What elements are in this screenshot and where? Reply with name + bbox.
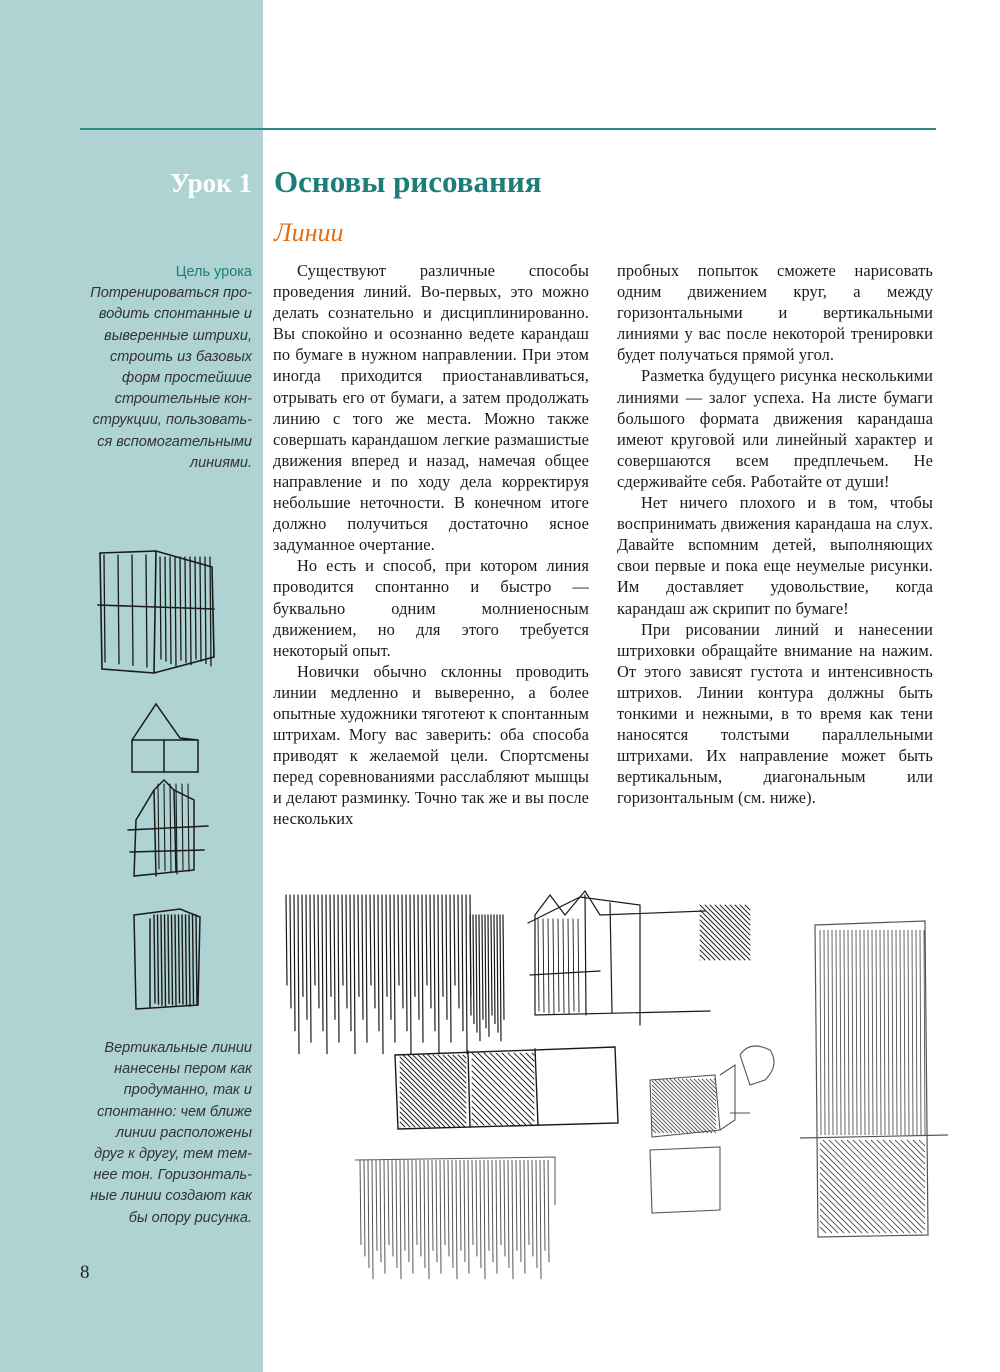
hatch-stroke (179, 915, 180, 1003)
hatch-stroke (479, 915, 480, 1041)
hatch-stroke (480, 1160, 481, 1268)
hatch-stroke (516, 1160, 517, 1251)
hatch-stroke (175, 557, 176, 666)
hatch-stroke (180, 557, 181, 660)
hatch-stroke (193, 915, 194, 1004)
illustration-hatching-studies (280, 875, 960, 1265)
hatch-stroke (302, 895, 303, 996)
hatch-stroke (404, 1160, 405, 1251)
hatch-stroke (196, 915, 197, 1005)
hatch-stroke (374, 895, 375, 1008)
hatch-stroke (384, 1160, 385, 1274)
hatch-stroke (418, 895, 419, 1019)
hatch-stroke (520, 1160, 521, 1262)
hatch-stroke (158, 784, 159, 869)
hatch-stroke (466, 895, 467, 1054)
hatch-stroke (820, 1161, 892, 1233)
caption-line: друг к другу, тем тем- (94, 1146, 252, 1163)
hatch-stroke (450, 895, 451, 1042)
hatch-stroke (674, 1079, 716, 1121)
hatch-stroke (652, 1125, 660, 1133)
hatch-stroke (189, 915, 190, 1006)
hatch-stroke (310, 895, 311, 1042)
caption-line: нее тон. Горизонталь- (93, 1167, 252, 1184)
hatch-stroke (690, 1079, 716, 1105)
hatch-stroke (710, 905, 750, 945)
figure-caption (80, 1038, 252, 1229)
hatch-stroke (528, 1160, 529, 1245)
hatch-stroke (413, 1055, 466, 1108)
hatch-stroke (436, 1160, 437, 1262)
hatch-stroke (190, 557, 191, 665)
hatch-stroke (161, 915, 162, 1005)
goal-line: строить из базовых (110, 348, 252, 365)
hatch-stroke (182, 915, 183, 1004)
hatch-stroke (920, 930, 921, 1135)
hatch-stroke (118, 555, 119, 664)
hatch-stroke (376, 1160, 377, 1251)
hatch-stroke (512, 1160, 513, 1279)
paragraph: Но есть и способ, при котором линия проводится спонтанно и быстро — буквально одним молниеносным движением, но для этого требуется некоторый опыт. (273, 556, 589, 660)
hatch-stroke (406, 895, 407, 1031)
hatch-stroke (896, 930, 897, 1135)
hatch-stroke (442, 895, 443, 996)
caption-line: нанесены пером как (114, 1061, 252, 1078)
hatch-stroke (700, 940, 720, 960)
hatch-stroke (322, 895, 323, 1031)
hatch-stroke (430, 895, 431, 1008)
hatch-stroke (856, 930, 857, 1135)
hatch-stroke (400, 1102, 425, 1127)
hatch-stroke (160, 557, 161, 659)
paragraph: Нет ничего плохого и в том, чтобы воспринимать движения карандаша на слух. Давайте вспомним детей, выполняющих свои первые и пока еще неумелые рисунки. Им доставляет удовольствие, когда карандаш аж скрипит по бумаге! (617, 493, 933, 618)
paragraph: Новички обычно склонны проводить линии медленно и выверенно, а более опытные художники тяготеют к спонтанным штрихам. Могу вас заверить: оба способа приводят к желаемой цели. Спортсмены перед соревнованиями расслабляют мышцы и делают разминку. Точно так же и вы после нескольких (273, 661, 589, 829)
hatch-stroke (403, 1055, 466, 1118)
hatch-stroke (919, 1140, 925, 1146)
caption-line: спонтанно: чем ближе (97, 1103, 252, 1120)
hatch-stroke (286, 895, 287, 985)
hatch-stroke (686, 1079, 716, 1109)
hatch-stroke (362, 895, 363, 1019)
hatch-stroke (200, 557, 201, 661)
hatch-stroke (543, 919, 544, 1012)
section-title: Линии (274, 218, 344, 247)
hatch-stroke (532, 1053, 534, 1055)
hatch-stroke (400, 1067, 460, 1127)
hatch-stroke (372, 1160, 373, 1279)
hatch-stroke (904, 930, 905, 1135)
hatch-stroke (472, 1160, 473, 1245)
hatch-stroke (829, 1140, 922, 1233)
page-title: Основы рисования (274, 164, 542, 199)
hatch-stroke (536, 1160, 537, 1268)
hatch-stroke (700, 935, 725, 960)
caption-line: ные линии создают как (90, 1188, 252, 1205)
hatch-stroke (400, 1087, 440, 1127)
hatch-stroke (464, 1160, 465, 1262)
paragraph: Разметка будущего рисунка несколькими линиями — залог успеха. На листе бумаги большого формата движения карандаша имеют круговой или линейный характер и совершаются всем предплечьем. Не сдерживайте себя. Работайте от души! (617, 366, 933, 491)
hatch-stroke (484, 1160, 485, 1279)
hatch-stroke (164, 784, 165, 871)
goal-line: струкции, пользовать- (92, 412, 252, 429)
hatch-stroke (864, 930, 865, 1135)
hatch-stroke (836, 930, 837, 1135)
goal-heading: Цель урока (175, 264, 252, 280)
hatch-stroke (472, 1119, 478, 1125)
hatch-stroke (170, 557, 171, 664)
hatch-stroke (418, 1055, 466, 1103)
hatch-stroke (378, 895, 379, 1031)
hatch-stroke (472, 1095, 502, 1125)
hatch-stroke (730, 905, 750, 925)
hatch-stroke (538, 919, 539, 1011)
hatch-stroke (472, 1077, 520, 1125)
hatch-stroke (884, 930, 885, 1135)
hatch-stroke (573, 919, 574, 1011)
hatch-stroke (440, 1160, 441, 1274)
hatch-stroke (504, 1160, 505, 1256)
hatch-stroke (388, 1160, 389, 1245)
hatch-stroke (820, 1143, 910, 1233)
hatch-stroke (428, 1055, 466, 1093)
hatch-stroke (172, 915, 173, 1005)
lesson-label: Урок 1 (170, 168, 252, 198)
hatch-stroke (358, 895, 359, 996)
caption-line: линии расположены (115, 1124, 252, 1141)
hatch-stroke (298, 895, 299, 1054)
hatch-stroke (900, 930, 901, 1135)
hatch-stroke (165, 557, 166, 661)
paragraph-continued: пробных попыток сможете нарисовать одним движением круг, а между горизонтальными и вертикальными линиями у вас после некоторой тренировки будет получаться прямой угол. (617, 261, 933, 365)
hatch-stroke (158, 915, 159, 1004)
hatch-stroke (338, 895, 339, 1042)
hatch-stroke (654, 1079, 708, 1133)
hatch-stroke (400, 1107, 420, 1127)
hatch-stroke (306, 895, 307, 1019)
hatch-stroke (473, 915, 474, 1024)
hatch-stroke (326, 895, 327, 1054)
hatch-stroke (433, 1055, 466, 1088)
hatch-stroke (520, 1053, 534, 1067)
hatch-stroke (488, 915, 489, 1036)
hatch-stroke (463, 1055, 466, 1058)
hatch-stroke (382, 895, 383, 1054)
hatch-stroke (400, 1117, 410, 1127)
hatch-stroke (422, 895, 423, 1042)
sketch-house (124, 700, 224, 890)
hatch-stroke (104, 555, 105, 662)
hatch-stroke (844, 930, 845, 1135)
hatch-stroke (478, 1053, 534, 1109)
hatch-stroke (482, 915, 483, 1019)
page-number: 8 (80, 1262, 90, 1283)
hatch-stroke (828, 930, 829, 1135)
hatch-stroke (877, 1140, 925, 1188)
sketch-vertical-box (92, 545, 232, 680)
header-rule (80, 128, 936, 130)
hatch-stroke (168, 915, 169, 1004)
hatch-stroke (400, 1122, 405, 1127)
hatch-stroke (852, 930, 853, 1135)
hatch-stroke (868, 930, 869, 1135)
hatch-stroke (860, 930, 861, 1135)
hatch-stroke (366, 895, 367, 1042)
hatch-stroke (205, 557, 206, 664)
hatch-stroke (876, 930, 877, 1135)
goal-line: водить спонтанные и (98, 306, 252, 323)
hatch-stroke (468, 1160, 469, 1274)
hatch-stroke (820, 1227, 826, 1233)
hatch-stroke (472, 1113, 484, 1125)
goal-line: Потренироваться про- (90, 285, 252, 302)
hatch-stroke (908, 930, 909, 1135)
body-column-1 (273, 260, 589, 830)
hatch-stroke (888, 930, 889, 1135)
hatch-stroke (432, 1160, 433, 1251)
hatch-stroke (548, 919, 549, 1013)
hatch-stroke (354, 895, 355, 1054)
hatch-stroke (434, 895, 435, 1031)
hatch-stroke (514, 1053, 534, 1073)
hatch-stroke (820, 1209, 844, 1233)
hatch-stroke (871, 1140, 925, 1194)
body-column-2 (617, 260, 933, 808)
hatch-stroke (318, 895, 319, 1008)
hatch-stroke (700, 915, 745, 960)
hatch-stroke (402, 895, 403, 1008)
hatch-stroke (182, 784, 183, 870)
hatch-stroke (454, 895, 455, 985)
hatch-stroke (364, 1160, 365, 1256)
hatch-stroke (500, 915, 501, 1041)
hatch-stroke (872, 930, 873, 1135)
hatch-stroke (452, 1160, 453, 1268)
hatch-stroke (394, 895, 395, 1042)
hatch-stroke (652, 1113, 672, 1133)
hatch-stroke (408, 1160, 409, 1262)
hatch-stroke (705, 905, 750, 950)
caption-line: бы опору рисунка. (128, 1209, 252, 1226)
hatch-stroke (916, 930, 917, 1135)
hatch-stroke (390, 895, 391, 1019)
hatch-stroke (472, 1059, 534, 1121)
goal-line: строительные кон- (114, 391, 252, 408)
hatch-stroke (568, 919, 569, 1014)
hatch-stroke (662, 1079, 716, 1133)
hatch-stroke (820, 1167, 886, 1233)
hatch-stroke (492, 1160, 493, 1262)
goal-line: выверенные штрихи, (104, 327, 252, 344)
hatch-stroke (368, 1160, 369, 1268)
hatch-stroke (420, 1160, 421, 1256)
goal-text (80, 283, 252, 474)
hatch-stroke (210, 557, 211, 666)
hatch-stroke (508, 1160, 509, 1268)
hatch-stroke (443, 1055, 466, 1078)
hatch-stroke (444, 1160, 445, 1245)
hatch-stroke (476, 915, 477, 1032)
hatch-stroke (146, 555, 147, 667)
hatch-stroke (416, 1160, 417, 1245)
hatch-stroke (462, 895, 463, 1031)
hatch-stroke (456, 1160, 457, 1279)
hatch-stroke (314, 895, 315, 985)
hatch-stroke (895, 1140, 925, 1170)
hatch-stroke (666, 1079, 716, 1129)
hatch-stroke (414, 895, 415, 996)
hatch-stroke (558, 919, 559, 1012)
hatch-stroke (658, 1079, 712, 1133)
hatch-stroke (503, 915, 504, 1019)
goal-line: форм простейшие (122, 370, 252, 387)
hatch-stroke (820, 930, 821, 1135)
hatch-stroke (438, 895, 439, 1054)
hatch-stroke (485, 915, 486, 1028)
hatch-stroke (835, 1140, 925, 1230)
hatch-stroke (426, 895, 427, 985)
hatch-stroke (652, 1129, 656, 1133)
hatch-stroke (132, 555, 133, 665)
hatch-stroke (820, 1203, 850, 1233)
hatch-stroke (400, 1072, 455, 1127)
hatch-stroke (448, 1160, 449, 1256)
sketch-hatched-cube (128, 905, 208, 1015)
hatch-stroke (472, 1071, 526, 1125)
hatch-stroke (652, 1117, 668, 1133)
hatch-stroke (494, 915, 495, 1024)
hatch-stroke (392, 1160, 393, 1256)
hatch-stroke (497, 915, 498, 1032)
hatch-stroke (410, 895, 411, 1054)
hatch-stroke (740, 905, 750, 915)
hatch-stroke (496, 1160, 497, 1274)
hatch-stroke (848, 930, 849, 1135)
goal-line: линиями. (189, 454, 252, 471)
hatch-stroke (496, 1053, 534, 1091)
hatch-stroke (859, 1140, 925, 1206)
hatch-stroke (544, 1160, 545, 1251)
hatch-stroke (170, 784, 171, 872)
hatch-stroke (186, 915, 187, 1005)
hatch-stroke (342, 895, 343, 985)
hatch-stroke (524, 1160, 525, 1274)
hatch-stroke (446, 895, 447, 1019)
hatch-stroke (913, 1140, 925, 1152)
hatch-stroke (460, 1160, 461, 1251)
hatch-stroke (820, 1185, 868, 1233)
hatch-stroke (652, 1085, 700, 1133)
hatch-stroke (880, 930, 881, 1135)
hatch-stroke (820, 1221, 832, 1233)
hatch-stroke (400, 1160, 401, 1279)
hatch-stroke (678, 1079, 716, 1117)
goal-line: ся вспомогательными (97, 433, 252, 450)
hatch-stroke (472, 1053, 534, 1115)
hatch-stroke (502, 1053, 534, 1085)
hatch-stroke (396, 1160, 397, 1268)
hatch-stroke (428, 1160, 429, 1279)
hatch-stroke (290, 895, 291, 1008)
hatch-stroke (334, 895, 335, 1019)
hatch-stroke (912, 930, 913, 1135)
hatch-stroke (540, 1160, 541, 1279)
hatch-stroke (360, 1160, 361, 1245)
hatch-stroke (553, 919, 554, 1014)
hatch-stroke (472, 1101, 496, 1125)
hatch-stroke (702, 1079, 716, 1093)
hatch-stroke (700, 955, 705, 960)
hatch-stroke (370, 895, 371, 985)
hatch-stroke (400, 1057, 466, 1123)
hatch-stroke (745, 905, 750, 910)
hatch-stroke (700, 950, 710, 960)
hatch-stroke (652, 1101, 684, 1133)
hatch-stroke (448, 1055, 466, 1073)
hatch-stroke (491, 915, 492, 1015)
hatch-stroke (892, 930, 893, 1135)
hatch-stroke (824, 930, 825, 1135)
hatch-stroke (412, 1160, 413, 1274)
hatch-stroke (901, 1140, 925, 1164)
hatch-stroke (424, 1160, 425, 1268)
hatch-stroke (548, 1160, 549, 1262)
hatch-stroke (386, 895, 387, 996)
hatch-stroke (823, 1140, 916, 1233)
hatch-stroke (195, 557, 196, 659)
hatch-stroke (725, 905, 750, 930)
hatch-stroke (476, 1160, 477, 1256)
paragraph: Существуют различные способы проведения линий. Во-первых, это можно делать сознательно и дисциплинированно. Вы спокойно и осознанно ведете карандаш по бумаге в нужном направлении. При этом иногда приходится приостанавливаться, отрывать его от бумаги, а затем продолжать линию с того же места. Можно также совершать карандашом легкие размашистые движения вперед и назад, намечая общее направление и по ходу дела корректируя небольшие неточности. В конечном итоге должно получиться достаточно ясное задуманное очертание. (273, 261, 589, 555)
hatch-stroke (154, 915, 155, 1003)
hatch-stroke (380, 1160, 381, 1262)
hatch-stroke (294, 895, 295, 1031)
hatch-stroke (853, 1140, 925, 1212)
hatch-stroke (488, 1160, 489, 1251)
hatch-stroke (700, 920, 740, 960)
hatch-stroke (490, 1053, 534, 1097)
hatch-stroke (346, 895, 347, 1008)
hatch-stroke (820, 1179, 874, 1233)
hatch-stroke (185, 557, 186, 662)
hatch-stroke (458, 895, 459, 1008)
hatch-stroke (330, 895, 331, 996)
lesson-goal (80, 262, 252, 474)
hatch-stroke (175, 915, 176, 1006)
paragraph: При рисовании линий и нанесении штриховки обращайте внимание на нажим. От этого зависят густота и интенсивность штрихов. Линии контура должны быть тонкими и нежными, в то время как тени наносятся толстыми параллельными штрихами. Их направление может быть вертикальным, диагональным или горизонтальным (см. ниже). (617, 619, 933, 808)
caption-line: Вертикальные линии (104, 1040, 252, 1056)
caption-line: продуманно, так и (123, 1082, 252, 1099)
hatch-stroke (840, 930, 841, 1135)
hatch-stroke (165, 915, 166, 1006)
hatch-stroke (563, 919, 564, 1013)
hatch-stroke (500, 1160, 501, 1245)
hatch-stroke (532, 1160, 533, 1256)
hatch-stroke (350, 895, 351, 1031)
hatch-stroke (578, 919, 579, 1012)
hatch-stroke (400, 1082, 445, 1127)
hatch-stroke (832, 930, 833, 1135)
hatch-stroke (398, 895, 399, 985)
